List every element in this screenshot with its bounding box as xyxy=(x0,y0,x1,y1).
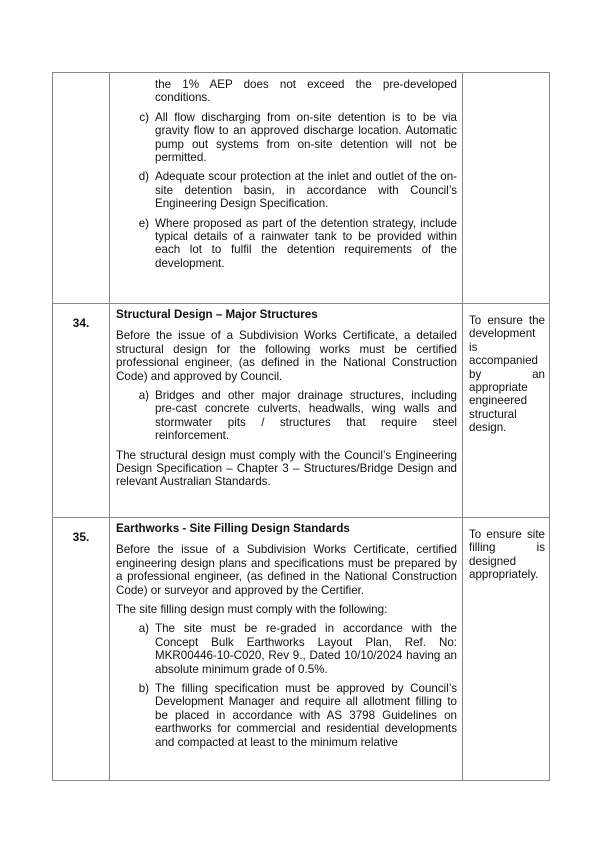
condition-row xyxy=(53,304,550,518)
condition-intro-2: The site filling design must comply with the following: xyxy=(116,603,388,617)
condition-number: 34. xyxy=(53,304,110,518)
list-item-text: Where proposed as part of the detention strategy, include typical details of a rainwater tank to be provided within each lot to fulfil the detention requirements of the development. xyxy=(155,216,457,270)
list-item-label: c) xyxy=(139,110,149,124)
list-item-text: The filling specification must be approved by Council’s Development Manager and require all allotment filling to be placed in accordance with AS 3798 Guidelines on earthworks for commercial and residential developments and compacted at least to the minimum relative xyxy=(155,682,457,749)
conditions-table xyxy=(52,72,550,781)
condition-number xyxy=(53,73,110,304)
list-item xyxy=(116,111,457,165)
condition-reason xyxy=(463,73,550,304)
list-item xyxy=(116,682,457,749)
condition-reason xyxy=(463,518,550,781)
list-item xyxy=(116,78,457,105)
list-item-label: b) xyxy=(138,682,149,696)
condition-title: Earthworks - Site Filling Design Standards xyxy=(116,522,350,535)
condition-reason-text: To ensure the development is accompanied by an appropriate engineered structural design. xyxy=(469,314,545,435)
condition-row xyxy=(53,518,550,781)
condition-title: Structural Design – Major Structures xyxy=(116,308,318,321)
condition-row xyxy=(53,73,550,304)
condition-reason-text: To ensure site filling is designed appropriately. xyxy=(469,528,545,582)
list-item-label: a) xyxy=(138,389,149,403)
condition-reason xyxy=(463,304,550,518)
list-item xyxy=(116,217,457,271)
condition-body xyxy=(110,518,463,781)
list-item-label: a) xyxy=(138,622,149,636)
list-item-label: e) xyxy=(138,216,149,230)
list-item xyxy=(116,622,457,676)
list-item xyxy=(116,170,457,210)
list-item-label: d) xyxy=(138,170,149,184)
list-item-text: the 1% AEP does not exceed the pre-developed conditions. xyxy=(155,78,457,105)
list-item xyxy=(116,389,457,443)
condition-intro: Before the issue of a Subdivision Works Certificate, certified engineering design plans and specifications must be prepared by a professional engineer, (as defined in the National Construction Code) or surveyor and approved by the Certifier. xyxy=(116,543,457,597)
list-item-text: The site must be re-graded in accordance with the Concept Bulk Earthworks Layout Plan, Ref. No: MKR00446-10-C020, Rev 9., Dated 10/10/2024 having an absolute minimum grade of 0.5%. xyxy=(155,622,457,676)
condition-body xyxy=(110,73,463,304)
condition-body xyxy=(110,304,463,518)
list-item-text: Adequate scour protection at the inlet and outlet of the on-site detention basin, in accordance with Council’s Engineering Design Specification. xyxy=(155,170,457,211)
list-item-text: Bridges and other major drainage structures, including pre-cast concrete culverts, headwalls, wing walls and stormwater pits / structures that require steel reinforcement. xyxy=(155,389,457,443)
condition-intro: Before the issue of a Subdivision Works Certificate, a detailed structural design for the following works must be certified professional engineer, (as defined in the National Construction Code) and approved by Council. xyxy=(116,329,457,383)
list-item-text: All flow discharging from on-site detention is to be via gravity flow to an approved discharge location. Automatic pump out systems from on-site detention will not be permitted. xyxy=(155,110,457,165)
condition-closing: The structural design must comply with the Council’s Engineering Design Specification – Chapter 3 – Structures/Bridge Design and relevant Australian Standards. xyxy=(116,448,457,489)
condition-number: 35. xyxy=(53,518,110,781)
